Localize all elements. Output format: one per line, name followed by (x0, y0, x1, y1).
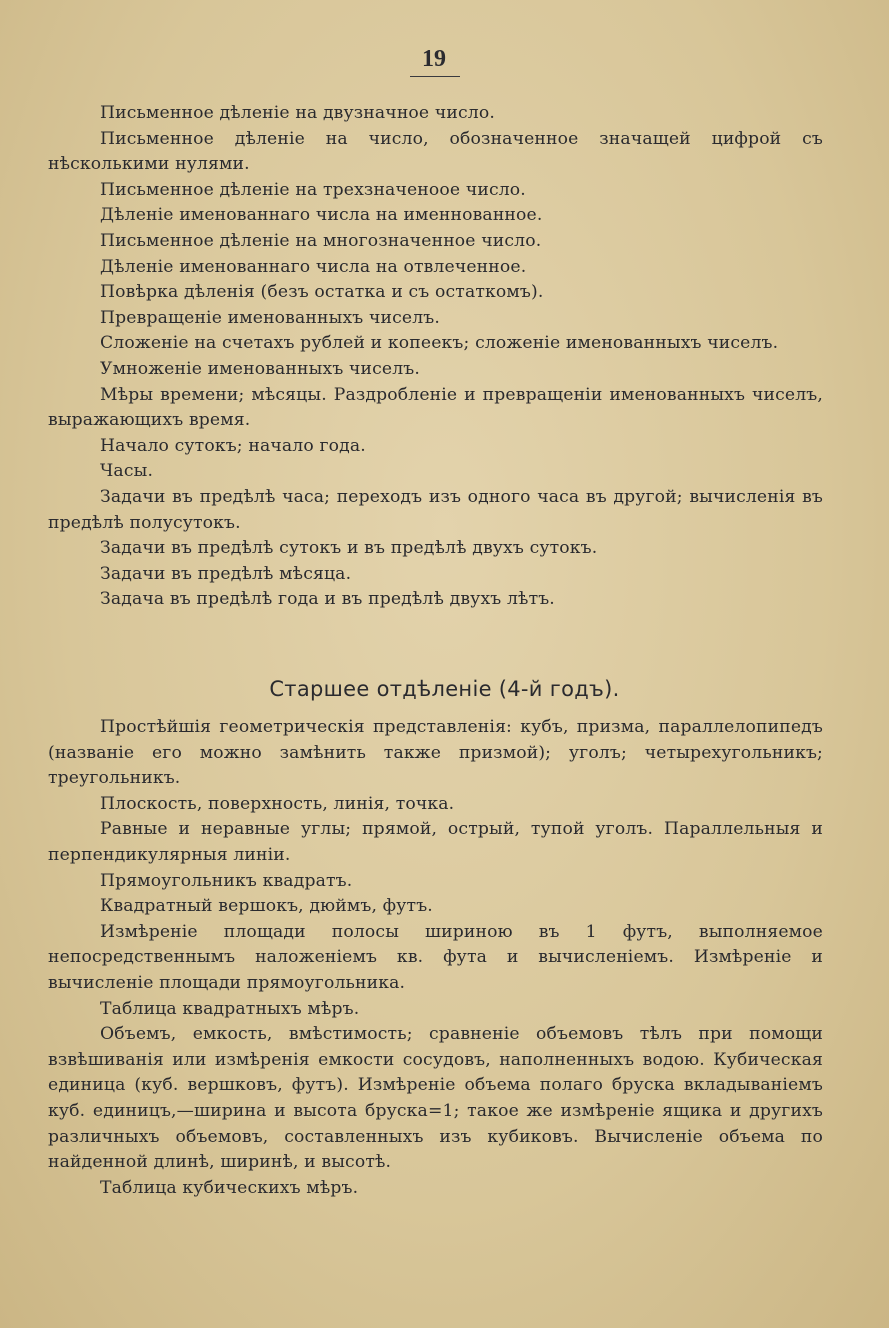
paragraph: Объемъ, емкость, вмѣстимость; сравненіе объемовъ тѣлъ при помощи взвѣшиванія или измѣренія емкости сосудовъ, наполненныхъ водою. Кубическая единица (куб. вершковъ, футъ). Измѣреніе объема полаго бруска вкладываніемъ куб. единицъ,—ширина и высота бруска=1; такое же измѣреніе ящика и другихъ различныхъ объемовъ, составленныхъ изъ кубиковъ. Вычисленіе объема по найденной длинѣ, ширинѣ, и высотѣ. (48, 1024, 823, 1173)
paragraph: Измѣреніе площади полосы шириною въ 1 футъ, выполняемое непосредственнымъ наложеніемъ кв. фута и вычисленіемъ. Измѣреніе и вычисленіе площади прямоугольника. (48, 921, 823, 993)
paragraph: Сложеніе на счетахъ рублей и копеекъ; сложеніе именованныхъ чиселъ. (100, 333, 779, 354)
paragraph: Письменное дѣленіе на многозначенное число. (100, 230, 542, 251)
paragraph: Дѣленіе именованнаго числа на именнованное. (100, 205, 543, 226)
paragraph: Равные и неравные углы; прямой, острый, тупой уголъ. Параллельныя и перпендикулярныя линіи. (48, 819, 823, 865)
paragraph: Таблица квадратныхъ мѣръ. (100, 998, 360, 1019)
paragraph: Квадратный вершокъ, дюймъ, футъ. (100, 896, 433, 917)
paragraph: Письменное дѣленіе на число, обозначенное значащей цифрой съ нѣсколькими нулями. (48, 128, 823, 175)
arithmetic-topics-list (48, 101, 823, 613)
paragraph: Умноженіе именованныхъ чиселъ. (100, 358, 421, 379)
paragraph: Письменное дѣленіе на трехзначеноое число. (100, 179, 526, 200)
paragraph: Мѣры времени; мѣсяцы. Раздробленіе и превращеніи именованныхъ чиселъ, выражающихъ время. (48, 384, 823, 431)
paragraph: Письменное дѣленіе на двузначное число. (100, 103, 495, 123)
paragraph: Повѣрка дѣленія (безъ остатка и съ остаткомъ). (100, 282, 544, 303)
page-number: 19 (422, 46, 446, 72)
geometry-topics-list (48, 715, 823, 1201)
paragraph: Прямоугольникъ квадратъ. (100, 870, 353, 891)
section-heading: Старшее отдѣленіе (4-й годъ). (269, 677, 620, 701)
paragraph: Задача въ предѣлѣ года и въ предѣлѣ двухъ лѣтъ. (100, 589, 555, 610)
paragraph: Задачи въ предѣлѣ сутокъ и въ предѣлѣ двухъ сутокъ. (100, 538, 598, 559)
paragraph: Таблица кубическихъ мѣръ. (100, 1177, 359, 1198)
paragraph: Превращеніе именованныхъ чиселъ. (100, 307, 440, 328)
paragraph: Начало сутокъ; начало года. (100, 435, 366, 456)
paragraph: Простѣйшія геометрическія представленія: кубъ, призма, параллелопипедъ (названіе его можно замѣнить также призмой); уголъ; четырехугольникъ; треугольникъ. (48, 717, 823, 789)
paragraph: Часы. (100, 461, 154, 482)
paragraph: Задачи въ предѣлѣ мѣсяца. (100, 563, 352, 584)
paragraph: Задачи въ предѣлѣ часа; переходъ изъ одного часа въ другой; вычисленія въ предѣлѣ полусутокъ. (48, 486, 823, 533)
paragraph: Дѣленіе именованнаго числа на отвлеченное. (100, 256, 527, 277)
paragraph: Плоскость, поверхность, линія, точка. (100, 793, 455, 814)
page-number-rule (410, 76, 460, 77)
